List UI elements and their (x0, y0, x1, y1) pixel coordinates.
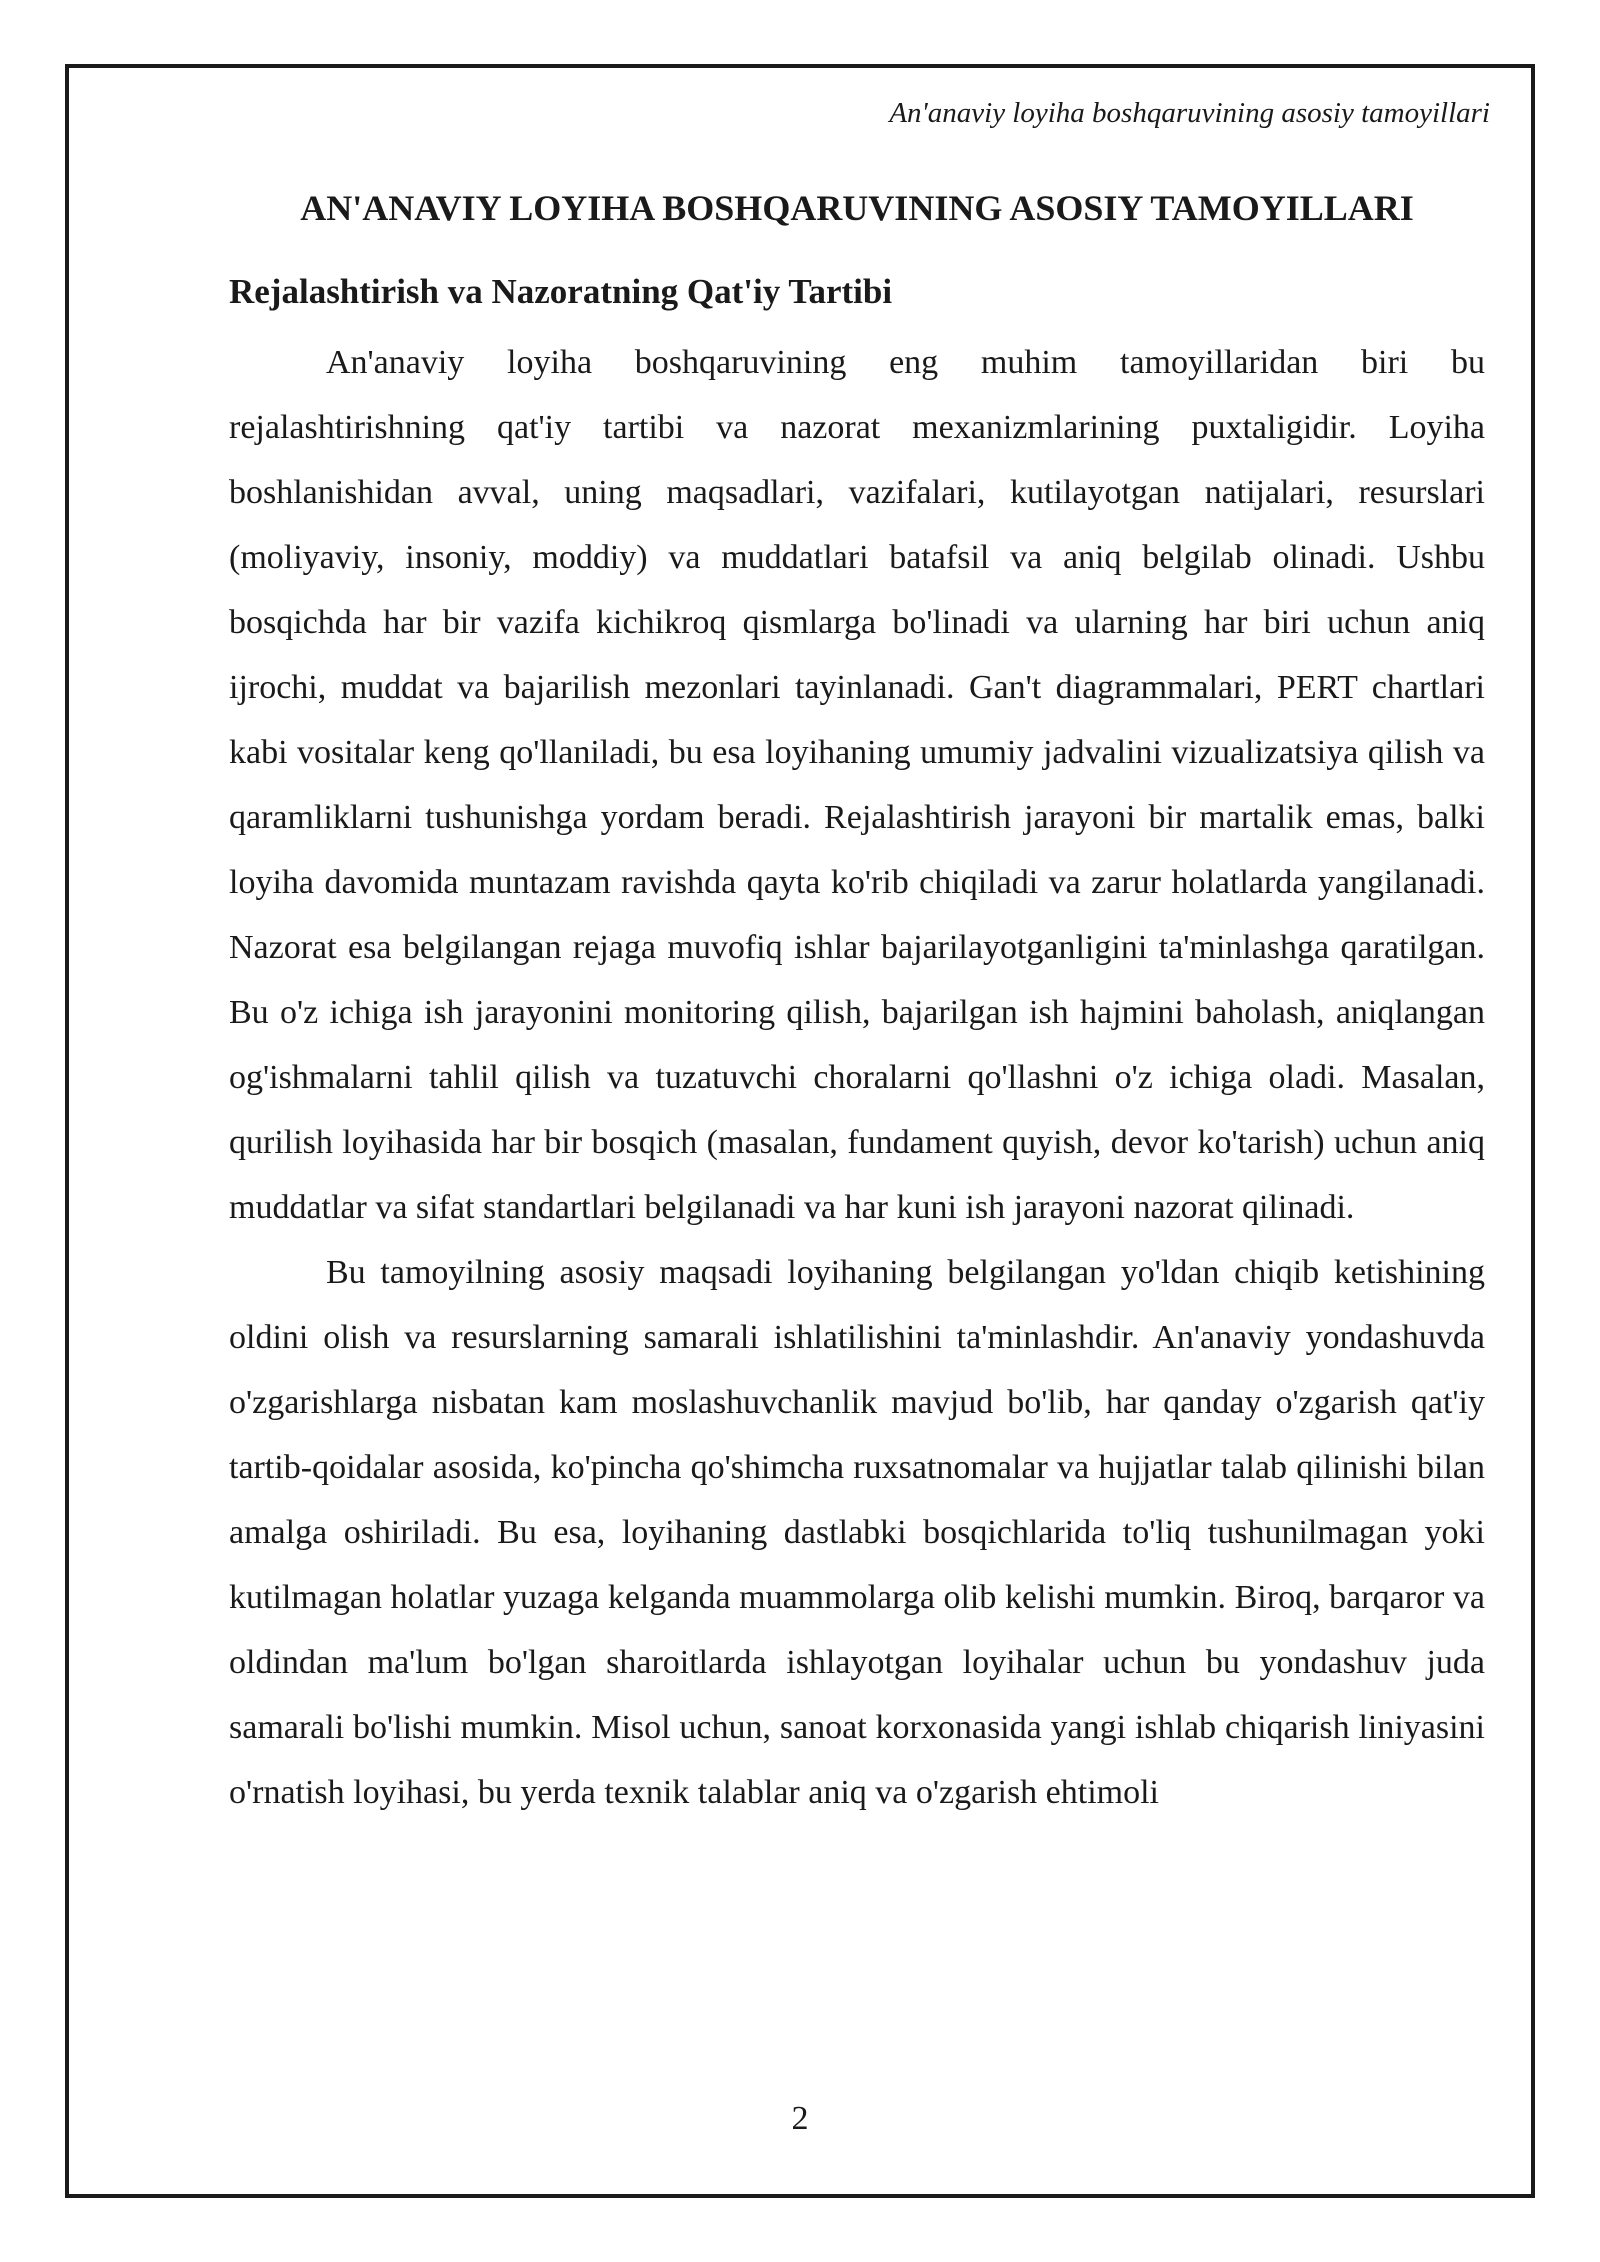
paragraph-2: Bu tamoyilning asosiy maqsadi loyihaning belgilangan yo'ldan chiqib ketishining oldini olish va resurslarning samarali ishlatilishini ta'minlashdir. An'anaviy yondashuvda o'zgarishlarga nisbatan kam moslashuvchanlik mavjud bo'lib, har qanday o'zgarish qat'iy tartib-qoidalar asosida, ko'pincha qo'shimcha ruxsatnomalar va hujjatlar talab qilinishi bilan amalga oshiriladi. Bu esa, loyihaning dastlabki bosqichlarida to'liq tushunilmagan yoki kutilmagan holatlar yuzaga kelganda muammolarga olib kelishi mumkin. Biroq, barqaror va oldindan ma'lum bo'lgan sharoitlarda ishlayotgan loyihalar uchun bu yondashuv juda samarali bo'lishi mumkin. Misol uchun, sanoat korxonasida yangi ishlab chiqarish liniyasini o'rnatish loyihasi, bu yerda texnik talablar aniq va o'zgarish ehtimoli (229, 1254, 1485, 1811)
section-heading: Rejalashtirish va Nazoratning Qat'iy Tartibi (229, 272, 893, 311)
running-header: An'anaviy loyiha boshqaruvining asosiy tamoyillari (889, 97, 1490, 129)
page-number: 2 (791, 2100, 809, 2137)
document-title: AN'ANAVIY LOYIHA BOSHQARUVINING ASOSIY TAMOYILLARI (300, 188, 1414, 228)
paragraph-1: An'anaviy loyiha boshqaruvining eng muhim tamoyillaridan biri bu rejalashtirishning qat'iy tartibi va nazorat mexanizmlarining puxtaligidir. Loyiha boshlanishidan avval, uning maqsadlari, vazifalari, kutilayotgan natijalari, resurslari (moliyaviy, insoniy, moddiy) va muddatlari batafsil va aniq belgilab olinadi. Ushbu bosqichda har bir vazifa kichikroq qismlarga bo'linadi va ularning har biri uchun aniq ijrochi, muddat va bajarilish mezonlari tayinlanadi. Gan't diagrammalari, PERT chartlari kabi vositalar keng qo'llaniladi, bu esa loyihaning umumiy jadvalini vizualizatsiya qilish va qaramliklarni tushunishga yordam beradi. Rejalashtirish jarayoni bir martalik emas, balki loyiha davomida muntazam ravishda qayta ko'rib chiqiladi va zarur holatlarda yangilanadi. Nazorat esa belgilangan rejaga muvofiq ishlar bajarilayotganligini ta'minlashga qaratilgan. Bu o'z ichiga ish jarayonini monitoring qilish, bajarilgan ish hajmini baholash, aniqlangan og'ishmalarni tahlil qilish va tuzatuvchi choralarni qo'llashni o'z ichiga oladi. Masalan, qurilish loyihasida har bir bosqich (masalan, fundament quyish, devor ko'tarish) uchun aniq muddatlar va sifat standartlari belgilanadi va har kuni ish jarayoni nazorat qilinadi. (229, 344, 1485, 1226)
document-body (229, 186, 1485, 1825)
